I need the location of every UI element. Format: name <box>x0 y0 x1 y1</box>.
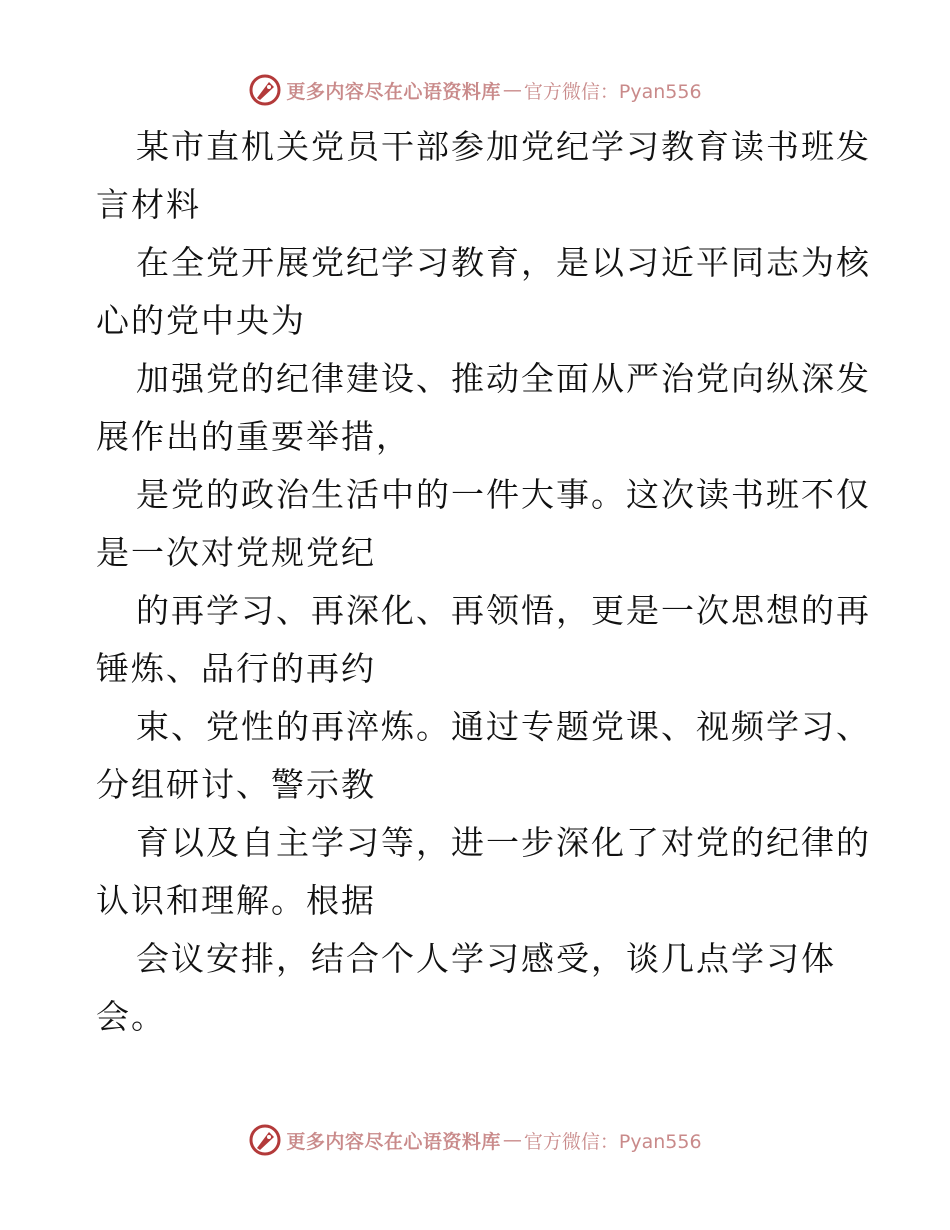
paragraph-line: 是一次对党规党纪 <box>96 533 376 572</box>
title-line: 某市直机关党员干部参加党纪学习教育读书班发 <box>136 127 871 166</box>
paragraph-line: 束、党性的再淬炼。通过专题党课、视频学习、 <box>136 707 871 746</box>
paragraph-line: 的再学习、再深化、再领悟，更是一次思想的再 <box>136 591 871 630</box>
banner-wechat: 官方微信：Pyan556 <box>523 1130 702 1153</box>
pen-nib-logo-icon <box>248 1123 282 1157</box>
paragraph-line: 分组研讨、警示教 <box>96 765 376 804</box>
paragraph-line: 加强党的纪律建设、推动全面从严治党向纵深发 <box>136 359 871 398</box>
paragraph-line: 在全党开展党纪学习教育，是以习近平同志为核 <box>136 243 871 282</box>
paragraph-line: 是党的政治生活中的一件大事。这次读书班不仅 <box>136 475 871 514</box>
paragraph-line: 展作出的重要举措， <box>96 417 411 456</box>
paragraph-line: 锤炼、品行的再约 <box>96 649 376 688</box>
footer-banner <box>0 1118 950 1162</box>
paragraph-line: 心的党中央为 <box>96 301 306 340</box>
header-banner <box>0 68 950 112</box>
banner-title: 更多内容尽在心语资料库 <box>286 1130 501 1153</box>
title-line: 言材料 <box>96 185 201 224</box>
paragraph-line: 会议安排，结合个人学习感受，谈几点学习体 <box>136 939 836 978</box>
banner-wechat: 官方微信：Pyan556 <box>523 80 702 103</box>
banner-separator: — <box>502 79 522 101</box>
paragraph-line: 会。 <box>96 997 166 1036</box>
paragraph-line: 认识和理解。根据 <box>96 881 376 920</box>
pen-nib-logo-icon <box>248 73 282 107</box>
paragraph-line: 育以及自主学习等，进一步深化了对党的纪律的 <box>136 823 871 862</box>
banner-title: 更多内容尽在心语资料库 <box>286 80 501 103</box>
banner-separator: — <box>502 1129 522 1151</box>
document-body <box>96 118 871 1046</box>
